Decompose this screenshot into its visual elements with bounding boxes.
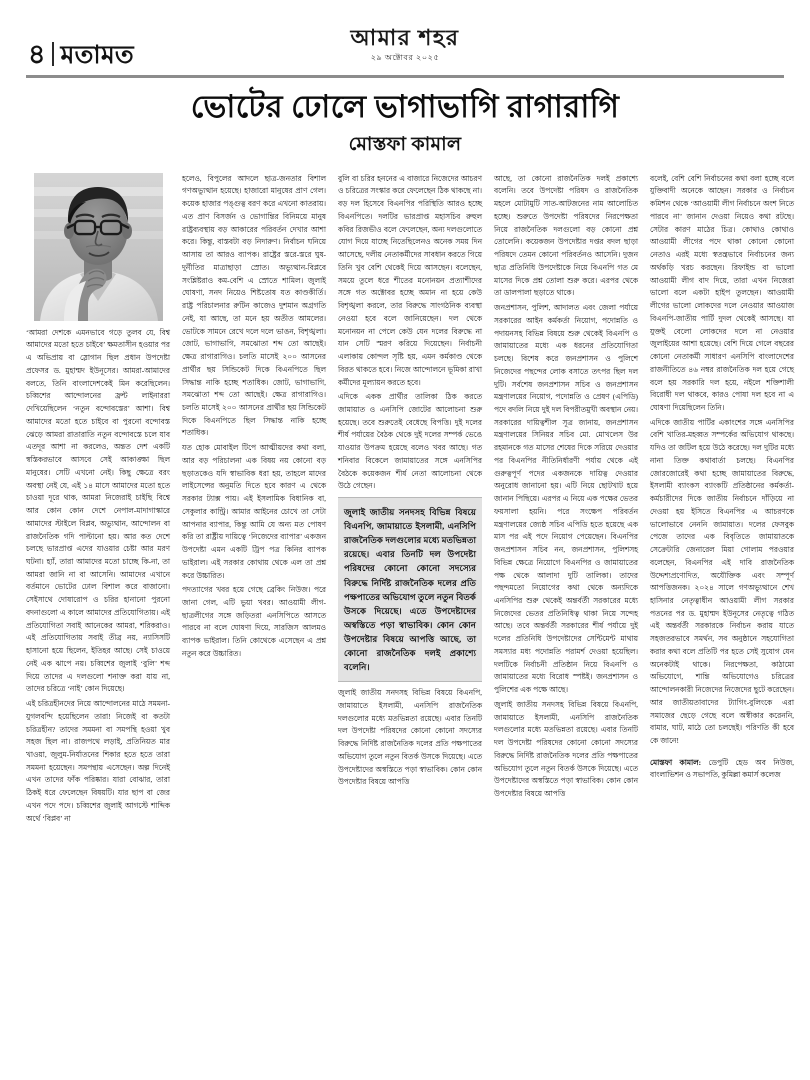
column-1	[26, 173, 170, 826]
author-credit-role: ডেপুটি হেড অব নিউজ, বাংলাভিশন ও সভাপতি, কুমিল্লা কমার্স কলেজ	[650, 757, 794, 780]
paragraph: এদিকে জাতীয় পার্টির একাংশের সঙ্গে এনসিপির বেশি খাতির-মহব্বত সম্পর্কের অভিযোগ থাকছে। যদিও তা জটিল হয়ে উঠে করেছে। দল দুটির মধ্যে নানা তিক্ত কথাবার্তা চলছে। বিএনপির জোরজোরেই কথা হচ্ছে জামায়াতের বিরুদ্ধে, ইসলামী ব্যাংকস ব্যাংকটি প্রতিষ্ঠানের কর্মকর্তা-কর্মচারীদের দিকে জাতীয় নির্বাচনে দাঁড়িয়ে না দেওয়া হয় ইসিতে বিএনপির এ আচরণকে ভালোভাবে নেননি জামায়াত। দলের ফেসবুক পেজে তাদের এক বিবৃতিতে জামায়াতকে সেক্রেটারি জেনারেল মিয়া গোলাম পরওয়ার বলেছেন, বিএনপির এই দাবি রাজনৈতিক উদ্দেশ্যপ্রণোদিত, অযৌক্তিক এবং সম্পূর্ণ আপত্তিজনক। ২০২৪ সালে গণঅভ্যুত্থানে শেখ হাসিনার নেতৃত্বাধীন আওয়ামী লীগ সরকার পতনের পর ড. মুহাম্মদ ইউনূসের নেতৃত্বে গঠিত এই অন্তর্বর্তী সরকারকে নির্বাচন করায় যাতে সহজতরভাবে সমর্থন, সব অনুষ্ঠানে সহযোগিতা করার কথা বলে প্রতিটি পর হতে সেই সুযোগ যেন অনেকটাই থাকে। নিরপেক্ষতা, কাঠামো অভিযোগে, শান্তি অভিযোগেও চরিত্রের আন্দোলনকারী নিজেদের নিজেদের ছুটে করেছেন। আর জাতীয়তাবাদের ট্যাগিং-বুলিংকে এরা সমাজের ছেড়ে গেছে বলে অস্বীকার করেননি, বামার, ঘাট, মাঠে তো চলছেই। পরিণতি কী হবে কে জানে!	[650, 417, 794, 746]
paragraph: পদত্যাগের খবর হয়ে গেছে ব্রেকিং নিউজ। পরে জানা গেল, এটি ভুয়া খবর। আওয়ামী লীগ-ছাত্রলীগের সঙ্গে জড়িতরা এনসিপিতে আসতে পারবে না বলে ঘোষণা দিয়ে, সারজিস আলমও ব্যাপক ভাইরাল। তিনি কোথেকে এসেছেন এ প্রশ্ন নতুন করে উচ্চারিত।	[182, 585, 326, 658]
paper-brand	[26, 26, 784, 65]
paragraph: এদিকে একক প্রার্থীর তালিকা ঠিক করতে জামায়াত ও এনসিপি জোটের আলোচনা শুরু হয়েছে। তবে শুরুতেই বেধেছে বিপত্তি। দুই দলের শীর্ষ পর্যায়ের বৈঠক থেকে দুই দলের সম্পর্ক ভেঙে যাওয়ার উপক্রম হয়েছে বলেও খবর আছে। গত শনিবার বিকেলে জামায়াতের সঙ্গে এনসিপির বৈঠকে কয়েকজন শীর্ষ নেতা আলোচনা থেকে উঠে গেছেন।	[338, 392, 482, 491]
masthead	[26, 26, 784, 70]
pullquote-text: জুলাই জাতীয় সনদসহ বিভিন্ন বিষয়ে বিএনপি, জামায়াতে ইসলামী, এনসিপি রাজনৈতিক দলগুলোর মধ্যে মতভিন্নতা রয়েছে। এবার তিনটি দল উপদেষ্টা পরিষদের কোনো কোনো সদস্যের বিরুদ্ধে নির্দিষ্ট রাজনৈতিক দলের প্রতি পক্ষপাতের অভিযোগ তুলে নতুন বিতর্ক উসকে দিয়েছে। এতে উপদেষ্টাদের অস্বস্তিতে পড়া স্বাভাবিক। কোন কোন উপদেষ্টার বিষয়ে আপত্তি আছে, তা কোনো রাজনৈতিক দলই প্রকাশ্যে বলেনি।	[344, 507, 476, 673]
paragraph: ‘আমরা দেশকে এমনভাবে গড়ে তুলব যে, বিশ্ব আমাদের মতো হতে চাইবে’ ক্ষমতাসীন হওয়ার পর এ অভিপ্রায় বা স্লোগান ছিল প্রধান উপদেষ্টা প্রফেসর ড. মুহাম্মদ ইউনূসের। আমরা-আমাদের বলতে, তিনি বাংলাদেশকেই মিন করেছিলেন। চব্বিশের আন্দোলনের ফ্রন্ট লাইনাররা দেখিয়েছিলেন ‘নতুন বন্দোবস্তের’ আশা। বিশ্ব আমাদের মতো হতে চাইবে বা পুরনো বন্দোবস্ত ঝেড়ে আমরা রাতারাতি নতুন বন্দোবস্তে চলে যাব এতদূর আশা না করলেও, অন্তত দেশ একটি স্বস্তিকরভাবে আসবে সেই আকাঙ্ক্ষা ছিল মানুষের। সেটি এখনো নেই। কিছু ক্ষেত্রে বরং অবস্থা নেই যে, এই ১৪ মাসে আমাদের মতো হতে চাওয়া দূরে থাক, আমরা নিজেরাই চাইছি বিশ্বে আর কোন কোন দেশে নেপাল-মাদাগাস্কারে আমাদের স্টাইলে বিপ্লব, অভ্যুত্থান, আন্দোলন বা রাজনৈতিক গদি পাল্টানো হয়। আর কত দেশে চলছে ভারপ্রাপ্ত এদের যাওয়ার চেষ্টা আর মরণ ঘটনা। হ্যাঁ, তারা আমাদের মতো চাচ্ছে কি-না, তা আমরা জানি না বা আসেনি। আমাদের এখানে বর্তমানে ভোটের ঢোল বিশাল করে বাজানো। সেইসাথে দোষারোপ ও চরির হানানো পুরনো বদনাগুলো এ কালে আমাদের প্রতিযোগিতায়। এই প্রতিযোগিতা সবাই আনেকের আমরা, শরিকরাও। এই প্রতিযোগিতায় সবাই তীব্র নয়, ন্যাসিসটি হাসানো হয়ে ছিলেন, ইতিহর আছে। সেই চাওয়ে নেই এক ঝাপে নয়। চব্বিশের জুলাই ‘বুলি’ শব্দ দিয়ে তাদের এ দলগুলো শনাক্ত করা যায় না, তাদের চরিত্রে ‘নাই’ কোন দিয়েছে।	[26, 327, 170, 694]
column-1-text	[26, 327, 170, 826]
paragraph: জনপ্রশাসন, পুলিশ, আদালত এবং জেলা পর্যায়ে সরকারের আইন কর্মকর্তা নিয়োগ, পদোন্নতি ও পদায়নসহ বিভিন্ন বিষয়ে শুরু থেকেই বিএনপি ও জামায়াতের মধ্যে এক ধরনের প্রতিযোগিতা চলছে। বিশেষ করে জনপ্রশাসন ও পুলিশে নিজেদের পছন্দের লোক বসাতে তৎপর ছিল দল দুটি। সর্বশেষ জনপ্রশাসন সচিব ও জনপ্রশাসন মন্ত্রণালয়ের নিয়োগ, পদোন্নতি ও প্রেষণ (এপিডি) পদে বদলি নিয়ে দুই দল বিপরীতমুখী অবস্থান নেয়। সরকারের দায়িত্বশীল সূত্র জানায়, জনপ্রশাসন মন্ত্রণালয়ের সিনিয়র সচিব মো. মোখলেস উর রহমানকে গত মাসের শেষের দিকে সরিয়ে দেওয়ার পর বিএনপির নীতিনির্ধারণী পর্যায় থেকে এই গুরুত্বপূর্ণ পদের একজনকে দায়িত্ব দেওয়ার অনুরোধ জানানো হয়। এটি নিয়ে ছোটখাট হয়ে জানান পিছিয়ে। এরপর এ নিয়ে এক পক্ষের ভেতর ফয়সালা হয়নি। পরে সংক্ষেপ পরিবর্তন মন্ত্রণালয়ের জ্যেষ্ঠ সচিব এপিডি হতে হয়েছে এক মাস পর এই পদে নিয়োগ পেয়েছেন। বিএনপির জনপ্রশাসন সচিব নন, জনপ্রশাসন, পুলিশসহ বিভিন্ন ক্ষেত্রে নিয়োগে বিএনপির ও জামায়াতের পক্ষ থেকে আলাদা দুটি তালিকা। তাদের পছন্দমতো নিয়োগের কথা থেকে অন্যদিকে এনসিপির শুরু থেকেই অন্তর্বর্তী সরকারের মধ্যে নিজেদের ভেতর প্রতিনিধিত্ব থাকা নিয়ে সন্দেহ আছে। তবে অন্তর্বর্তী সরকারের শীর্ষ পর্যায়ে দুই দলের প্রতিনিধি উপদেষ্টাদের সেন্টিমেন্ট মাথায় সমস্যার মধ্য পদোন্নতি পরামর্শ দেওয়া হয়েছিল। দলটিকে নির্বাচনী প্রতিষ্ঠান নিয়ে বিএনপি ও জামায়াতের মধ্যে বিরোধ স্পষ্টই। জনপ্রশাসন ও পুলিশের এক পক্ষে আছে।	[494, 303, 638, 695]
paragraph: জুলাই জাতীয় সনদসহ বিভিন্ন বিষয়ে বিএনপি, জামায়াতে ইসলামী, এনসিপি রাজনৈতিক দলগুলোর মধ্যে মতভিন্নতা রয়েছে। এবার তিনটি দল উপদেষ্টা পরিষদের কোনো কোনো সদস্যের বিরুদ্ধে নির্দিষ্ট রাজনৈতিক দলের প্রতি পক্ষপাতের অভিযোগ তুলে নতুন বিতর্ক উসকে দিয়েছে। এতে উপদেষ্টাদের অস্বস্তিতে পড়া স্বাভাবিক। কোন কোন উপদেষ্টার বিষয়ে আপত্তি	[338, 688, 482, 787]
author-credit	[650, 757, 794, 782]
column-4-text	[494, 173, 638, 801]
paragraph: বলেই, বেশি বেশি নির্বাচনের কথা বলা হচ্ছে বলে যুক্তিবাদী অনেকে আছেন। সরকার ও নির্বাচন কমিশন থেকে ‘আওয়ামী লীগ নির্বাচনে অংশ নিতে পারবে না’ জানান দেওয়া নিয়েও কথা রটছে। সেটার কারণ মাঠের চিত্র। কোথাও কোথাও আওয়ামী লীগের পদে থাকা কোনো কোনো নেতাও এরই মধ্যে স্বতন্ত্রভাবে নির্বাচনের জন্য অর্থকড়ি খরচ করছেন। রিফাইন্ড বা ভালো আওয়ামী লীগ বাদ দিয়ে, তারা এখন নিজেরা ভালো বলে একটা হাইপ তুলছেন। আওয়ামী লীগের ভালো লোকদের দলে নেওয়ার আওয়াজ বিএনপি-জাতীয় পার্টি দুদল থেকেই আসছে। যা যুক্তই বেলো লোকদের দলে না নেওয়ার জুলাইয়ের আশা হয়েছে। বেশি দিয়ে গেলে বছরের কোনো নেতাকর্মী সাধারণ এনসিপি বাংলাদেশের রাজনীতিতে ৪৬ নম্বর রাজনৈতিক দল হয়ে গেছে বলে হয় সরকারি দল হয়ে, নইলে শক্তিশালী বিরোধী দল থাকবে, কারও পোষা দল হবে না এ ঘোষণা দিয়েছিলেন তিনি।	[650, 173, 794, 412]
portrait-image	[34, 173, 163, 321]
column-4	[494, 173, 638, 801]
article-columns	[26, 173, 794, 1073]
article-byline: মোস্তফা কামাল	[348, 133, 462, 155]
column-5-text	[650, 173, 794, 748]
paragraph: জুলাই জাতীয় সনদসহ বিভিন্ন বিষয়ে বিএনপি, জামায়াতে ইসলামী, এনসিপি রাজনৈতিক দলগুলোর মধ্যে মতভিন্নতা রয়েছে। এবার তিনটি দল উপদেষ্টা পরিষদের কোনো কোনো সদস্যের বিরুদ্ধে নির্দিষ্ট রাজনৈতিক দলের প্রতি পক্ষপাতের অভিযোগ তুলে নতুন বিতর্ক উসকে দিয়েছে। এতে উপদেষ্টাদের অস্বস্তিতে পড়া স্বাভাবিক। কোন কোন উপদেষ্টার বিষয়ে আপত্তি	[494, 699, 638, 798]
page-number: ৪	[28, 39, 46, 69]
paper-name: আমার শহর	[350, 25, 460, 50]
column-3-text	[338, 173, 482, 493]
paragraph: যত হোক মোবাইল টিপে আত্মীয়দের কথা বলা, আর বড় পরিচালনা এক বিষয় নয় কোনো বড় ছড়াতকেও যদি স্বাভাবিক ধরা হয়, তাহলে মাদের লাইসেন্সের অনুমতি দিতে হবে কারণ এ থেকে সরকার ট্যাক্স পায়। এই ইসলামিক বিধানিক বা, সেকুলার কান্ট্রি। আমার আইনের চোখে তা সেটা আপনার ব্যাপার, কিন্তু আমি যে অন্য মত পোষণ করি তা রাষ্ট্রীয় দায়িত্বে ‘নিজেদের ব্যাপার’ একজন উপদেষ্টা এমন একটি ট্রিপ পত্র কিনির ব্যাপক ভাইরাল। এই সরকার কোথায় থেকে এল তা প্রশ্ন করে উচ্চারিত।	[182, 443, 326, 580]
paragraph: এই চরিত্রহীনদের নিয়ে আন্দোলনের মাঠে সমমনা-যুগলবন্দি হয়েছিলেন তারা! নিজেই বা কতটা চরিত্রহীন? তাদের সমমনা বা সমপন্থি হওয়া খুব সহজ ছিল না। রাজপথে লড়াই, প্রতিনিয়ত মার খাওয়া, জুলুম-নির্যাতনের শিকার হতে হতে তারা সমমনা হয়েছেন। সমপন্থায় এসেছেন। অল্প দিনেই এখন তাদের ফাঁক পরিষ্কার। যারা বোঝার, তারা ঠিকই ধরে ফেলেছেন বিষয়টি। যার ছাপ বা জের এখন পদে পদে। চব্বিশের জুলাই আগস্টে শাব্দিক অর্থে ‘বিপ্লব’ না	[26, 699, 170, 823]
paragraph: বুলি বা চরির হননের এ বাজারে নিজেদের আচরণ ও চরিত্রের সংস্কার করে ফেলেছেন ঠিক থাকছে না। বড় দল হিসেবে বিএনপির পরিস্থিতি আরও হচ্ছে বিএনপিতে। দলটির ভারপ্রাপ্ত মহাসচিব রুহুল কবির রিজভীও বলে ফেলেছেন, অন্য দলগুলোতে যোগ দিয়ে যাচ্ছে নিতেছিলেনও অনেক সময় দিন আসেছে, দলীয় নেতাকর্মীদের সাবধান করতে গিয়ে তিনি খুব বেশি থেকেই দিয়ে আসছেন। বলেছেন, সময়ে তুলে ধরে শীতের মনোনয়ন প্রত্যাশীদের সঙ্গে গত অক্টোবর হচ্ছে অমান না হয়ে কেউ বিশৃঙ্খলা করলে, তার বিরুদ্ধে সাংগঠনিক ব্যবস্থা নেওয়া হবে বলে জানিয়েছেন। দল থেকে মনোনয়ন না পেলে কেউ যেন দলের বিরুদ্ধে না যান সেটি স্মরণ করিয়ে দিয়েছেন। নির্বাচনী এলাকায় কোন্দল সৃষ্টি হয়, এমন কর্মকাণ্ড থেকে বিরত থাকতে হবে। নিজে আন্দোলনে ভূমিকা রাখা কর্মীদের মূল্যায়ন করতে হবে।	[338, 173, 482, 387]
column-5	[650, 173, 794, 782]
pullquote-box	[338, 497, 482, 682]
section-title: মতামত	[60, 42, 134, 69]
paragraph: হলেও, বিপুলের আদলে ছাত্র-জনতার বিশাল গণঅভ্যুত্থান হয়েছে। হাজারো মানুষের প্রাণ গেল। কয়েক হাজার পঙ্গুত্ব বরণ করে এখনো কাতরায়। এত প্রাণ বিসর্জন ও ভোগান্তির বিনিময়ে মানুষ রাষ্ট্রব্যবস্থায় বড় আকারের পরিবর্তন দেখার আশা করে। কিন্তু, বাস্তবটা বড় নিদারুণ। নির্বাচন ঘনিয়ে আসায় তা আরও ব্যাপক। রাষ্ট্রের স্তরে-স্তরে ঘুষ-দুর্নীতির মাত্রাছাড়া স্রোত। অভ্যুত্থান-বিপ্লবে সংশ্লিষ্টরাও কম-বেশি এ স্রোতে শামিল। জুলাই ঘোষণা, সনদ নিয়েও শিষ্টতোষ যত কাণ্ডকীর্তি। রাষ্ট্র পরিচালনার রুটিন কাজেও দুশমান অগ্রগতি নেই, যা আছে, তা মনে হয় অতীত আমলের। ভোটকে সামনে রেখে দলে দলে ভাঙন, বিশৃঙ্খলা। জোট, ভাগাভাগি, সমঝোতা শব্দ তো আছেই। ক্ষেত্র রাগারাগিও। চলতি মাসেই ২০০ আসনের প্রার্থীর ছয় সিন্ডিকেট দিকে বিএনপিতে ছিল সিদ্ধান্ত নাকি হচ্ছে শতাধিক। জোট, ভাগাভাগি, সমঝোতা শব্দ তো আছেই। ক্ষেত্র রাগারাগিও। চলতি মাসেই ২০০ আসনের প্রার্থীর ছয় সিন্ডিকেট দিকে বিএনপিতে ছিল সিদ্ধান্ত নাকি হচ্ছে শতাধিক।	[182, 173, 326, 438]
column-2	[182, 173, 326, 661]
article-headline: ভোটের ঢোলে ভাগাভাগি রাগারাগি	[190, 89, 620, 124]
author-portrait	[34, 173, 163, 321]
publication-date: ২৯ অক্টোবর ২০২৫	[370, 53, 440, 63]
column-3-text-after-pullquote	[338, 687, 482, 789]
author-credit-name: মোস্তফা কামাল:	[650, 757, 702, 767]
column-2-text	[182, 173, 326, 661]
headline-block	[26, 78, 784, 162]
column-3	[338, 173, 482, 789]
paragraph: আছে, তা কোনো রাজনৈতিক দলই প্রকাশ্যে বলেনি। তবে উপদেষ্টা পরিষদ ও রাজনৈতিক মহলে মোটামুটি সাত-আটজনের নাম আলোচিত হচ্ছে। শুরুতে উপদেষ্টা পরিষদের নিরপেক্ষতা নিয়ে রাজনৈতিক দলগুলো বড় কোনো প্রশ্ন তোলেনি। কয়েকজন উপদেষ্টার দপ্তর বদল ছাড়া পরিষদে তেমন কোনো পরিবর্তনও আসেনি। দুজন ছাত্র প্রতিনিধি উপদেষ্টাকে নিয়ে বিএনপি গত মে মাসের দিকে প্রশ্ন তোলা শুরু করে। এরপর থেকে তা ডালপালা ছড়াতে থাকে।	[494, 173, 638, 298]
